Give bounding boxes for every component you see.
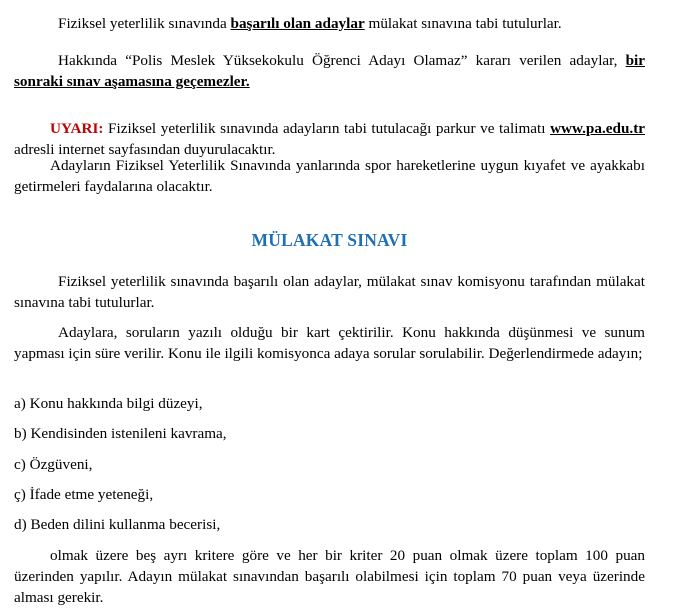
paragraph-interview-intro: Fiziksel yeterlilik sınavında başarılı olan adaylar, mülakat sınav komisyonu tarafından mülakat sınavına tabi tutulurlar. xyxy=(14,273,645,311)
paragraph-interview-procedure: Adaylara, soruların yazılı olduğu bir kart çektirilir. Konu hakkında düşünmesi ve sunum yapması için süre verilir. Konu ile ilgili komisyonca adaya sorular sorulabilir. Değerlendirmede adayın; xyxy=(14,324,645,362)
paragraph-successful-candidates: Fiziksel yeterlilik sınavında başarılı olan adaylar mülakat sınavına tabi tutulurlar. xyxy=(58,15,562,32)
criteria-item: a) Konu hakkında bilgi düzeyi, xyxy=(14,395,203,412)
website-link[interactable]: www.pa.edu.tr xyxy=(550,120,645,137)
warning-paragraph: UYARI: Fiziksel yeterlilik sınavında adayların tabi tutulacağı parkur ve talimatı www.pa.edu.tr adresli internet sayfasından duyurulacaktır. xyxy=(14,120,645,158)
paragraph-scoring: olmak üzere beş ayrı kritere göre ve her bir kriter 20 puan olmak üzere toplam 100 puan üzerinden yapılır. Adayın mülakat sınavından başarılı olabilmesi için toplam 70 puan veya üzerinde alması gerekir. xyxy=(14,547,645,606)
warning-label: UYARI: xyxy=(50,120,104,137)
emphasis-successful-candidates: başarılı olan adaylar xyxy=(230,15,365,32)
paragraph-sports-clothing: Adayların Fiziksel Yeterlilik Sınavında yanlarında spor hareketlerine uygun kıyafet ve ayakkabı getirmeleri faydalarına olacaktır. xyxy=(14,157,645,195)
criteria-item: b) Kendisinden istenileni kavrama, xyxy=(14,425,227,442)
criteria-item: d) Beden dilini kullanma becerisi, xyxy=(14,516,221,533)
section-title-interview: MÜLAKAT SINAVI xyxy=(251,230,408,250)
paragraph-not-eligible-candidates: Hakkında “Polis Meslek Yüksekokulu Öğrenci Adayı Olamaz” kararı verilen adaylar, bir sonraki sınav aşamasına geçemezler. xyxy=(14,52,645,90)
emphasis-cannot-advance: bir sonraki sınav aşamasına geçemezler. xyxy=(14,52,645,90)
criteria-item: c) Özgüveni, xyxy=(14,456,93,473)
criteria-item: ç) İfade etme yeteneği, xyxy=(14,486,154,503)
